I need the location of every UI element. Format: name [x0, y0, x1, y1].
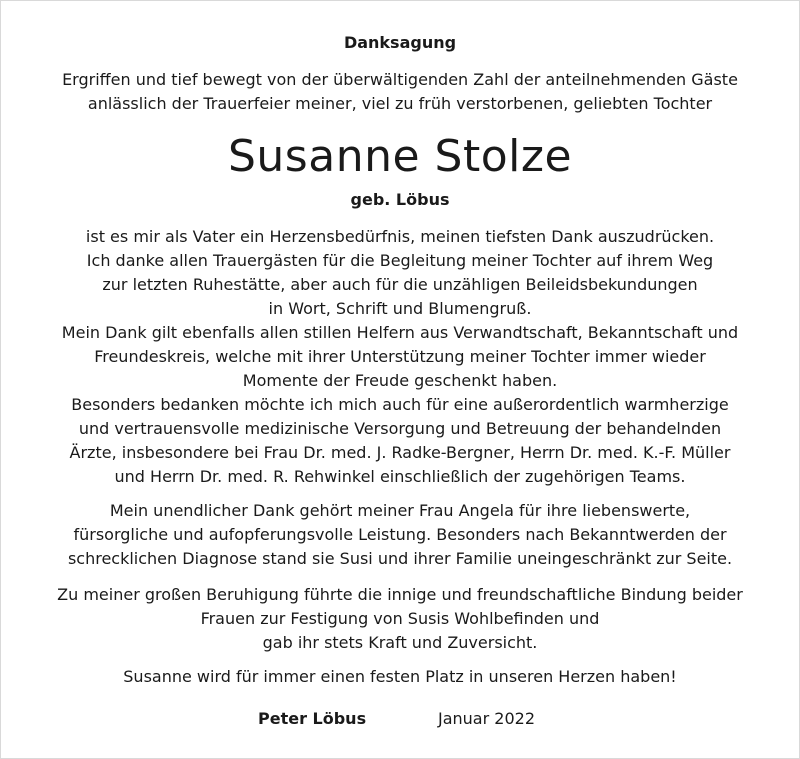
body-line: zur letzten Ruhestätte, aber auch für die unzähligen Beileidsbekundungen	[102, 275, 698, 294]
body-line: und vertrauensvolle medizinische Versorgung und Betreuung der behandelnden	[78, 419, 722, 438]
notice-date: Januar 2022	[438, 709, 535, 728]
body-line: Besonders bedanken möchte ich mich auch für eine außerordentlich warmherzige	[71, 395, 729, 414]
closing-line: Susanne wird für immer einen festen Platz in unseren Herzen haben!	[123, 667, 677, 686]
intro-line: Ergriffen und tief bewegt von der überwältigenden Zahl der anteilnehmenden Gäste	[62, 70, 738, 89]
deceased-name: Susanne Stolze	[227, 131, 573, 182]
notice-heading: Danksagung	[343, 33, 457, 52]
gratitude-paragraph	[0, 225, 800, 489]
bond-line: gab ihr stets Kraft und Zuversicht.	[262, 633, 538, 652]
wife-paragraph	[0, 499, 800, 571]
signature-row	[0, 707, 800, 733]
signer-name: Peter Löbus	[258, 709, 367, 728]
bond-paragraph	[0, 583, 800, 655]
wife-line: fürsorgliche und aufopferungsvolle Leistung. Besonders nach Bekanntwerden der	[73, 525, 727, 544]
intro-line: anlässlich der Trauerfeier meiner, viel zu früh verstorbenen, geliebten Tochter	[87, 94, 713, 113]
body-line: Freundeskreis, welche mit ihrer Unterstützung meiner Tochter immer wieder	[94, 347, 706, 366]
body-line: Ich danke allen Trauergästen für die Begleitung meiner Tochter auf ihrem Weg	[86, 251, 714, 270]
body-line: Ärzte, insbesondere bei Frau Dr. med. J. Radke-Bergner, Herrn Dr. med. K.-F. Müller	[69, 443, 731, 462]
wife-line: schrecklichen Diagnose stand sie Susi und ihrer Familie uneingeschränkt zur Seite.	[67, 549, 733, 568]
intro-paragraph	[0, 68, 800, 116]
birth-name: geb. Löbus	[350, 190, 450, 209]
body-line: Momente der Freude geschenkt haben.	[242, 371, 558, 390]
bond-line: Zu meiner großen Beruhigung führte die innige und freundschaftliche Bindung beider	[57, 585, 743, 604]
body-line: ist es mir als Vater ein Herzensbedürfnis, meinen tiefsten Dank auszudrücken.	[85, 227, 715, 246]
body-line: und Herrn Dr. med. R. Rehwinkel einschließlich der zugehörigen Teams.	[114, 467, 686, 486]
body-line: Mein Dank gilt ebenfalls allen stillen Helfern aus Verwandtschaft, Bekanntschaft und	[61, 323, 739, 342]
body-line: in Wort, Schrift und Blumengruß.	[268, 299, 532, 318]
wife-line: Mein unendlicher Dank gehört meiner Frau Angela für ihre liebenswerte,	[109, 501, 691, 520]
bond-line: Frauen zur Festigung von Susis Wohlbefinden und	[200, 609, 600, 628]
